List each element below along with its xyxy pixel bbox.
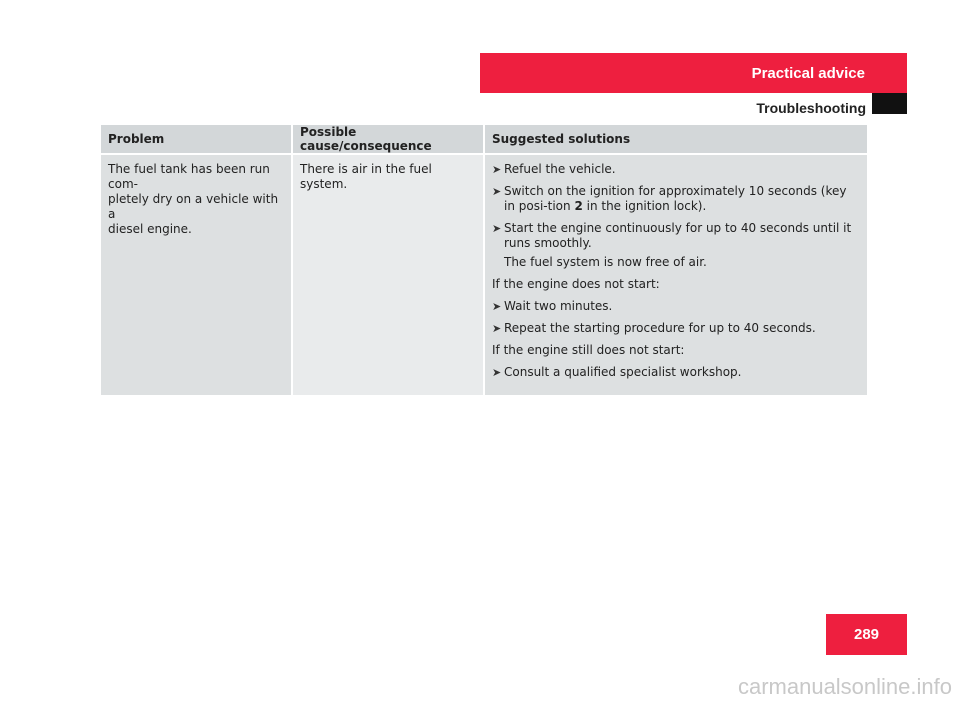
arrow-right-icon: ➤ [492, 185, 502, 198]
solution-step [492, 162, 860, 177]
solution-step [492, 221, 860, 251]
troubleshooting-table [101, 125, 867, 395]
solution-step [492, 184, 860, 214]
step-text: Repeat the starting procedure for up to 40 seconds. [504, 321, 816, 335]
cell-cause [292, 154, 484, 395]
thumb-tab [872, 93, 907, 114]
arrow-right-icon: ➤ [492, 222, 502, 235]
section-banner [480, 53, 907, 93]
header-solutions: Suggested solutions [484, 125, 867, 154]
step-text: Wait two minutes. [504, 299, 613, 313]
header-problem: Problem [101, 125, 292, 154]
problem-line: diesel engine. [108, 222, 192, 236]
solution-step [492, 365, 860, 380]
step-text-part: Switch on the ignition for approximately 10 seconds (key in posi-tion [504, 184, 847, 213]
arrow-right-icon: ➤ [492, 163, 502, 176]
solution-step [492, 299, 860, 314]
page-number [826, 614, 907, 655]
key-position: 2 [574, 199, 583, 213]
cause-text: There is air in the fuel system. [300, 162, 432, 191]
arrow-right-icon: ➤ [492, 366, 502, 379]
step-text: Start the engine continuously for up to 40 seconds until it runs smoothly. [504, 221, 852, 250]
table-row [101, 154, 867, 395]
watermark: carmanualsonline.info [737, 674, 952, 699]
condition-text: If the engine does not start: [492, 277, 660, 291]
problem-line: The fuel tank has been run com- [108, 162, 270, 191]
arrow-right-icon: ➤ [492, 322, 502, 335]
step-text: Refuel the vehicle. [504, 162, 616, 176]
problem-line: pletely dry on a vehicle with a [108, 192, 279, 221]
cell-problem [101, 154, 292, 395]
page-number-text: 289 [853, 626, 880, 643]
step-result-note: The fuel system is now free of air. [504, 255, 707, 269]
table-header-row [101, 125, 867, 154]
section-title: Practical advice [751, 64, 865, 82]
solution-step [492, 321, 860, 336]
arrow-right-icon: ➤ [492, 300, 502, 313]
subsection-title: Troubleshooting [756, 100, 866, 116]
step-text: Consult a qualified specialist workshop. [504, 365, 742, 379]
step-text [504, 184, 860, 214]
cell-solutions [484, 154, 867, 395]
header-cause: Possible cause/consequence [292, 125, 484, 154]
condition-text: If the engine still does not start: [492, 343, 685, 357]
step-text-part: in the ignition lock). [582, 199, 707, 213]
